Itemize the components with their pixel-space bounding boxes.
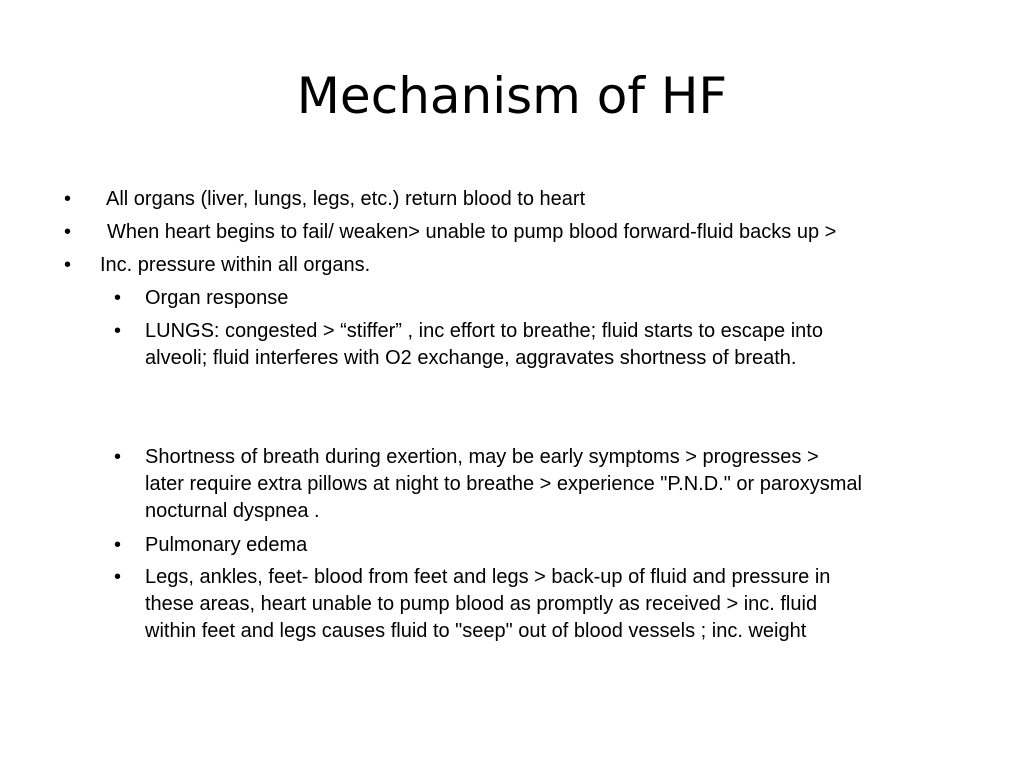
bullet-text: Organ response [145,287,289,309]
bullet-marker: • [114,566,122,588]
bullet-text-line-3: within feet and legs causes fluid to "seep" out of blood vessels ; inc. weight [145,620,807,642]
bullet-text-line-1: Shortness of breath during exertion, may be early symptoms > progresses > [145,446,819,468]
bullet-text: Inc. pressure within all organs. [100,254,371,276]
bullet-text-line-2: these areas, heart unable to pump blood as promptly as received > inc. fluid [145,593,818,615]
bullet-marker: • [64,254,72,276]
bullet-marker: • [114,287,122,309]
bullet-text-line-2: later require extra pillows at night to breathe > experience "P.N.D." or paroxysmal [145,473,862,495]
bullet-marker: • [114,320,122,342]
slide-title: Mechanism of HF [296,67,728,125]
bullet-text: All organs (liver, lungs, legs, etc.) return blood to heart [106,188,586,210]
bullet-marker: • [64,188,72,210]
bullet-marker: • [114,534,122,556]
bullet-text: Pulmonary edema [145,534,308,556]
bullet-text-line-1: LUNGS: congested > “stiffer” , inc effort to breathe; fluid starts to escape into [145,320,823,342]
bullet-marker: • [64,221,72,243]
bullet-text: When heart begins to fail/ weaken> unable to pump blood forward-fluid backs up > [107,221,837,243]
bullet-text-line-2: alveoli; fluid interferes with O2 exchange, aggravates shortness of breath. [145,347,797,369]
bullet-marker: • [114,446,122,468]
bullet-text-line-1: Legs, ankles, feet- blood from feet and legs > back-up of fluid and pressure in [145,566,831,588]
bullet-text-line-3: nocturnal dyspnea . [145,500,320,522]
